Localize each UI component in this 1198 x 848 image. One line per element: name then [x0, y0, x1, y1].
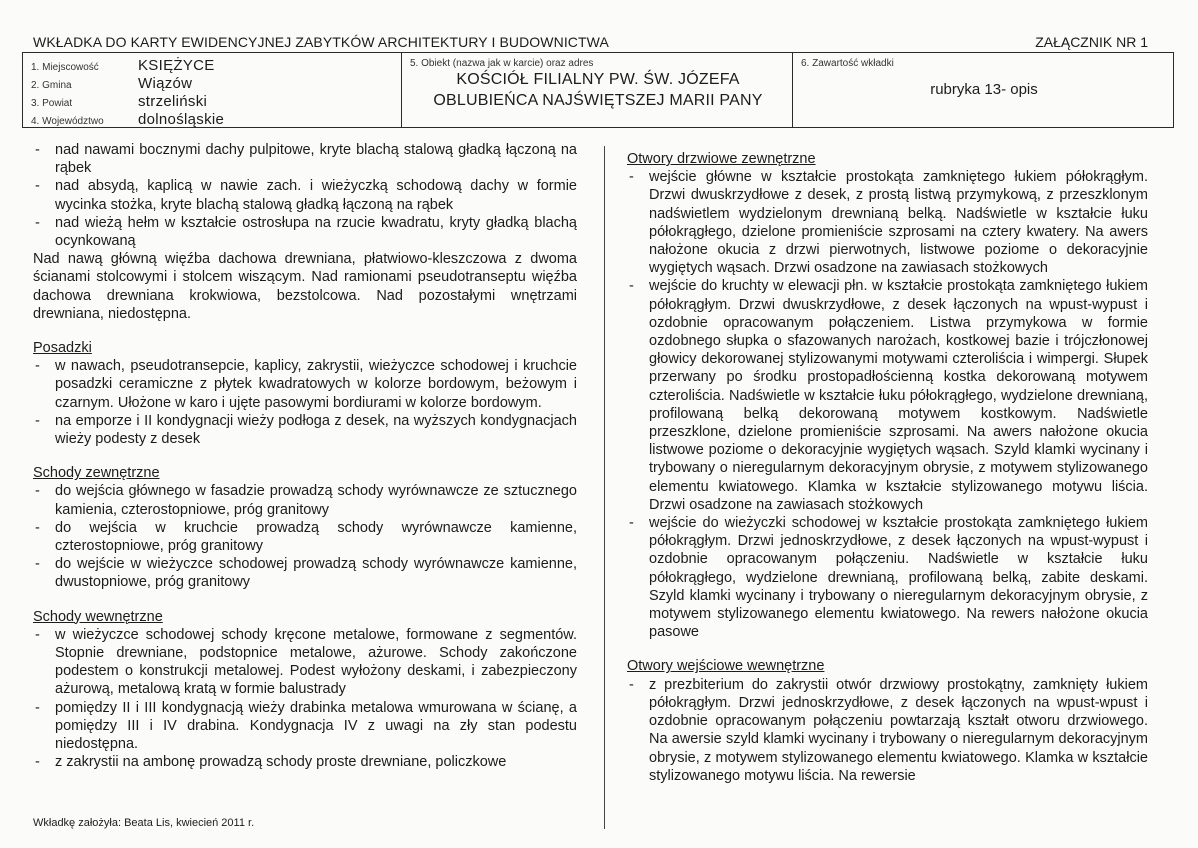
town-label: 1. Miejscowość — [31, 62, 99, 73]
header-table — [22, 52, 1174, 128]
column-divider — [604, 146, 605, 829]
left-column — [33, 141, 577, 772]
list-item: - do wejścia głównego w fasadzie prowadzą schody wyrównawcze ze sztucznego kamienia, czterostopniowe, próg granitowy — [33, 482, 577, 518]
list-item: - z zakrystii na ambonę prowadzą schody proste drewniane, policzkowe — [33, 753, 577, 771]
list-item: - z prezbiterium do zakrystii otwór drzwiowy prostokątny, zamknięty łukiem półokrągłym. Drzwi jednoskrzydłowe, z desek łączonych na wpust-wpust i ozdobnie opracowanym połączeniu powtarzają kształt otworu drzwiowego. Na awersie szyld klamki wycinany i trybowany o nieregularnym dekoracyjnym obrysie, z motywem stylizowanego elementu kwiatowego. Klamka w kształcie stylizowanego motywu liścia. Na rewersie — [627, 676, 1148, 785]
location-row-commune — [31, 75, 401, 93]
list-item: - wejście do wieżyczki schodowej w kształcie prostokąta zamkniętego łukiem półokrągłym. Drzwi jednoskrzydłowe, z desek łączonych na wpust-wypust i ozdobnie opracowanym połączeniu. Nadświetle w kształcie łuku półokrągłego, wydzielone drewnianą, profilowaną belką, zabite deskami. Szyld klamki wycinany i trybowany o nieregularnym dekoracyjnym obrysie, z motywem stylizowanego elementu kwiatowego. Na rewers nałożone okucia pasowe — [627, 514, 1148, 641]
attachment-number: ZAŁĄCZNIK NR 1 — [1035, 34, 1148, 50]
list-item: - w wieżyczce schodowej schody kręcone metalowe, formowane z segmentów. Stopnie drewniane, podstopnice metalowe, ażurowe. Schody zakończone podestem o konstrukcji metalowej. Podest wyłożony deskami, i zabezpieczony ażurową, metalową kratą w formie balustrady — [33, 626, 577, 699]
section-title-external-stairs: Schody zewnętrzne — [33, 465, 160, 482]
commune-label: 2. Gmina — [31, 80, 72, 91]
roof-truss-paragraph: Nad nawą główną więźba dachowa drewniana, płatwiowo-kleszczowa z dwoma ścianami stolcowymi i stolcem wiszącym. Nad ramionami pseudotranseptu więźba dachowa drewniana krokwiowa, bezstolcowa. Nad pozostałymi wnętrzami drewniana, niedostępna. — [33, 251, 577, 322]
voivodeship-label: 4. Województwo — [31, 116, 104, 127]
list-item: - nad nawami bocznymi dachy pulpitowe, kryte blachą stalową gładką łączoną na rąbek — [33, 141, 577, 177]
object-name-line1: KOŚCIÓŁ FILIALNY PW. ŚW. JÓZEFA — [456, 71, 740, 88]
section-title-internal-stairs: Schody wewnętrzne — [33, 608, 163, 625]
county-value: strzeliński — [138, 93, 208, 110]
voivodeship-value: dolnośląskie — [138, 111, 225, 128]
location-row-county — [31, 93, 401, 111]
list-item: - do wejście w wieżyczce schodowej prowadzą schody wyrównawcze kamienne, dwustopniowe, próg granitowy — [33, 555, 577, 591]
location-cell — [23, 53, 401, 127]
document-title: WKŁADKA DO KARTY EWIDENCYJNEJ ZABYTKÓW ARCHITEKTURY I BUDOWNICTWA — [33, 34, 609, 50]
town-value: KSIĘŻYCE — [138, 57, 215, 74]
list-item: - nad wieżą hełm w kształcie ostrosłupa na rzucie kwadratu, kryty gładką blachą ocynkowaną — [33, 214, 577, 250]
list-item: - do wejścia w kruchcie prowadzą schody wyrównawcze kamienne, czterostopniowe, próg granitowy — [33, 519, 577, 555]
content-value: rubryka 13- opis — [930, 81, 1038, 98]
external-stairs-list — [33, 482, 577, 591]
section-title-external-doors: Otwory drzwiowe zewnętrzne — [627, 151, 816, 167]
list-item: - nad absydą, kaplicą w nawie zach. i wieżyczką schodową dachy w formie wycinka stożka, kryte blachą stalową gładką łączoną na rąbek — [33, 177, 577, 213]
internal-stairs-list — [33, 626, 577, 772]
section-title-internal-doors: Otwory wejściowe wewnętrzne — [627, 658, 825, 675]
floors-list — [33, 357, 577, 448]
internal-doors-list — [627, 676, 1148, 785]
location-row-town — [31, 57, 401, 75]
commune-value: Wiązów — [138, 75, 193, 92]
content-label: 6. Zawartość wkładki — [801, 58, 894, 69]
external-doors-list — [627, 168, 1148, 641]
list-item: - wejście główne w kształcie prostokąta zamkniętego łukiem półokrągłym. Drzwi dwuskrzydłowe z desek, z prostą listwą przymykową, z przeszklonym nadświetlem wydzielonym drewnianą belką. Nadświetle w kształcie łuku półokrągłego, dzielone promieniście szprosami na cztery kwatery. Na awers nałożone okucia z drzwi pierwotnych, listwowe poziome o dekoracyjnie wygiętych wąsach. Drzwi osadzone na zawiasach stożkowych — [627, 168, 1148, 277]
object-cell — [401, 53, 792, 127]
list-item: - pomiędzy II i III kondygnacją wieży drabinka metalowa wmurowana w ścianę, a pomiędzy III i IV drabina. Kondygnacja IV z uwagi na zły stan podestu niedostępna. — [33, 699, 577, 754]
object-name-line2: OBLUBIEŃCA NAJŚWIĘTSZEJ MARII PANY — [433, 92, 763, 109]
footer-author: Wkładkę założyła: Beata Lis, kwiecień 2011 r. — [33, 817, 255, 829]
right-column — [627, 150, 1148, 785]
content-cell — [792, 53, 1173, 127]
list-item: - wejście do kruchty w elewacji płn. w kształcie prostokąta zamkniętego łukiem półokrągłym. Drzwi dwuskrzydłowe, z desek łączonych na wpust-wypust i ozdobnie opracowanym połączeniem. Listwa przymykowa w formie ozdobnego słupka o sfazowanych narożach, kostkowej bazie i trójczłonowej głowicy dekorowanej stylizowanymi motywami czteroliścia i wimpergi. Słupek przerwany po środku prostopadłościenną kostka dekorowaną motywem czteroliścia. Nadświetle w kształcie łuku półokrągłego, wydzielone drewnianą, profilowaną belką dekorowaną motywem kostkowym. Nadświetle przeszklone, dzielone promieniście szprosami. Na awers nałożone okucia listwowe poziome o dekoracyjnie wygiętych wąsach. Szyld klamki wycinany i trybowany o nieregularnym dekoracyjnym obrysie, z motywem stylizowanego elementu kwiatowego. Klamka w kształcie stylizowanego motywu liścia. Drzwi osadzone na zawiasach stożkowych — [627, 277, 1148, 514]
roof-list — [33, 141, 577, 250]
location-row-voivodeship — [31, 111, 401, 129]
list-item: - w nawach, pseudotransepcie, kaplicy, zakrystii, wieżyczce schodowej i kruchcie posadzki ceramiczne z płytek kwadratowych w kolorze bordowym, beżowym i czarnym. Ułożone w karo i ujęte pasowymi bordiurami w kolorze bordowym. — [33, 357, 577, 412]
county-label: 3. Powiat — [31, 98, 73, 109]
object-label: 5. Obiekt (nazwa jak w karcie) oraz adres — [410, 58, 594, 69]
list-item: - na emporze i II kondygnacji wieży podłoga z desek, na wyższych kondygnacjach wieży podesty z desek — [33, 412, 577, 448]
section-title-floors: Posadzki — [33, 340, 92, 357]
